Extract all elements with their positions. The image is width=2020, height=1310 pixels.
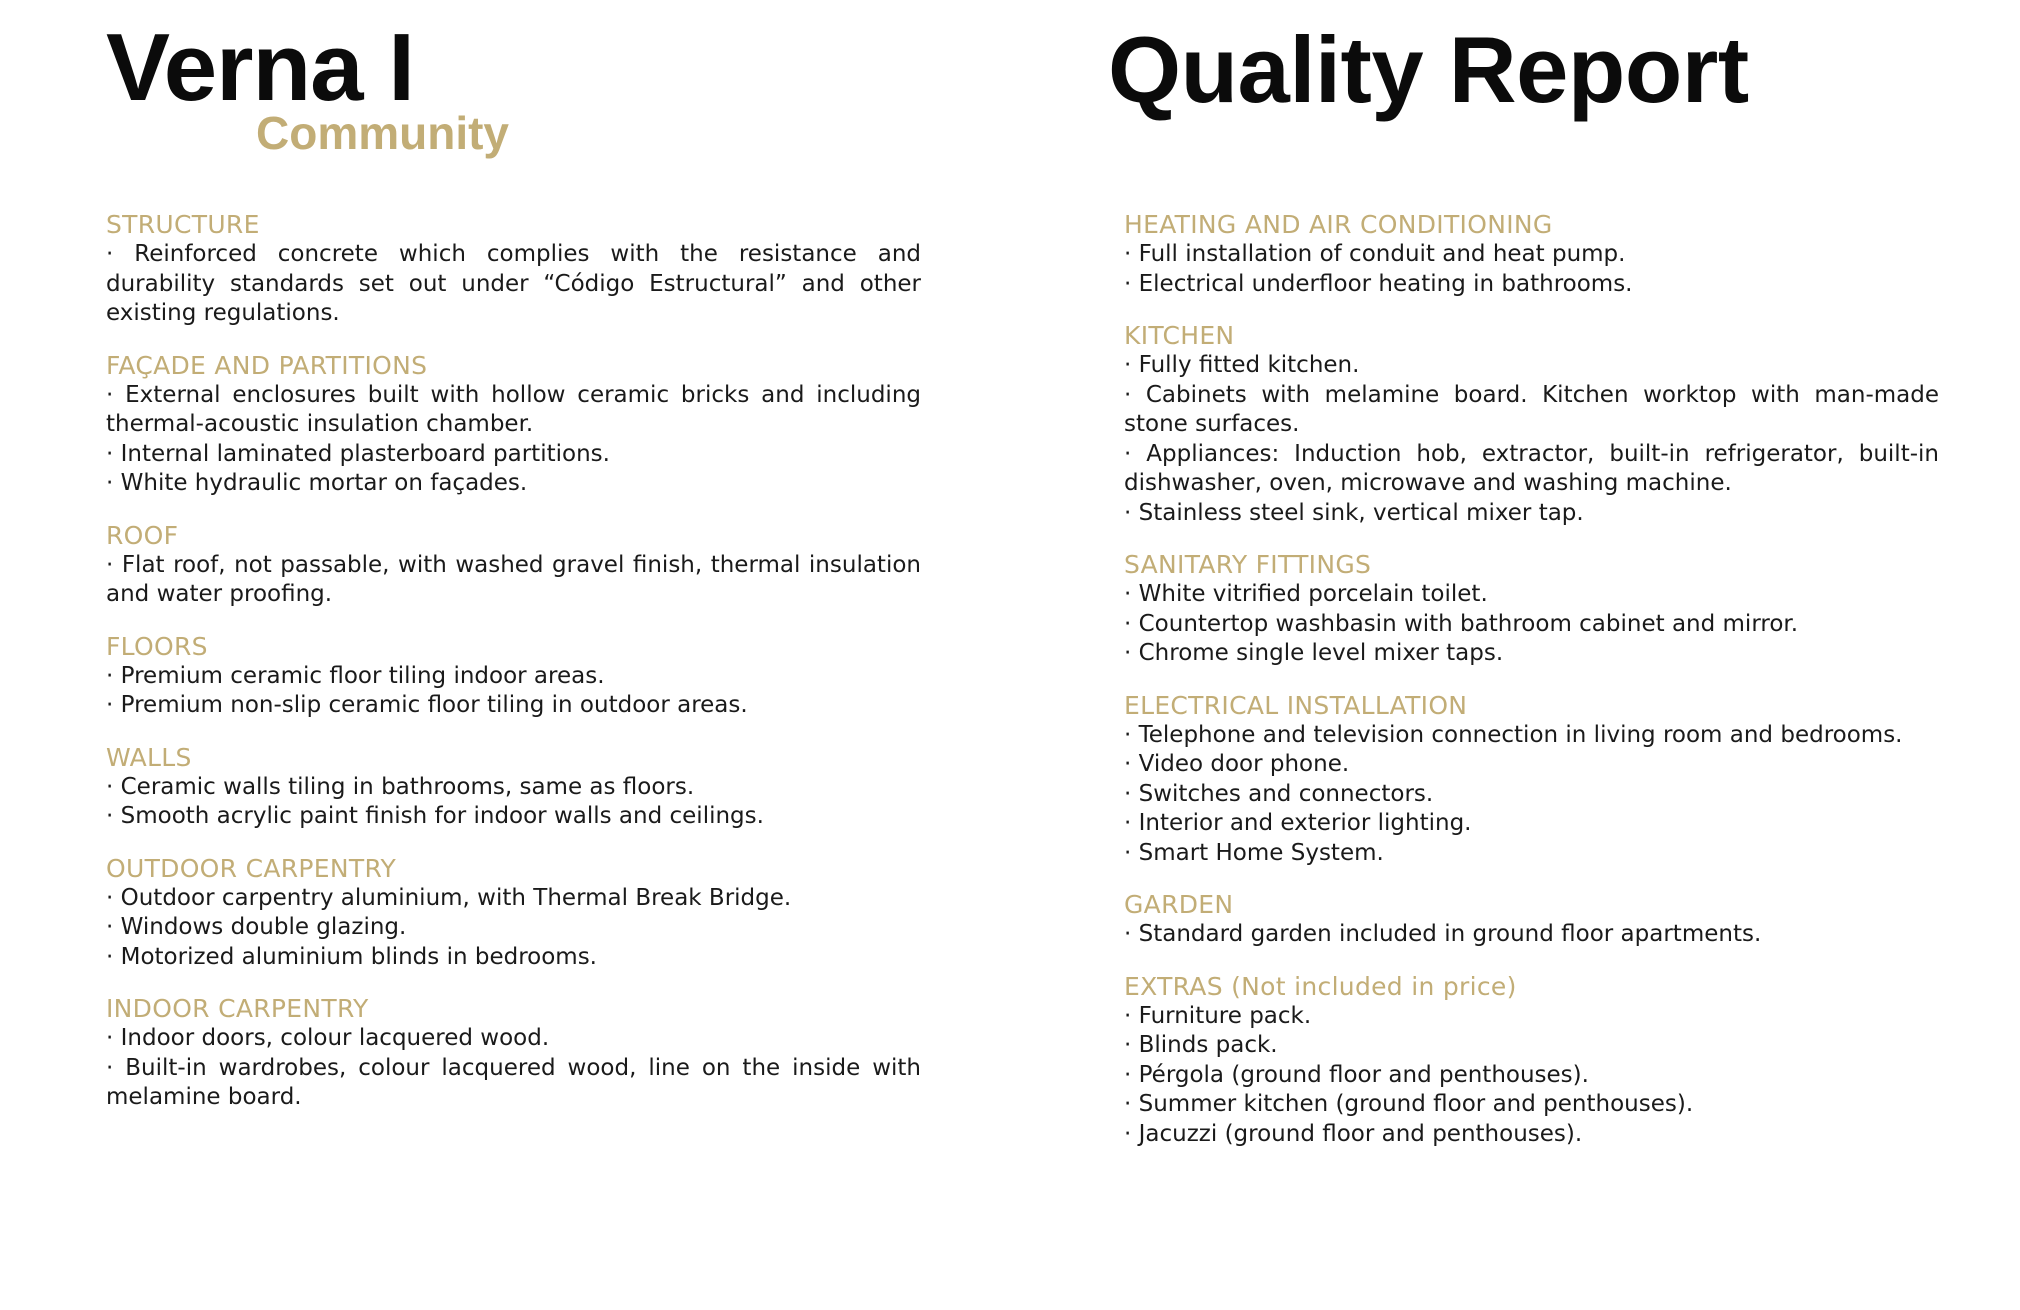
section-item: · Chrome single level mixer taps. bbox=[1124, 640, 1504, 666]
section-item: · Furniture pack. bbox=[1124, 1002, 1312, 1029]
section-item: · Flat roof, not passable, with washed gravel finish, thermal insulation and water proofing. bbox=[106, 551, 921, 607]
report-title: Quality Report bbox=[1108, 17, 1749, 122]
section-heading: STRUCTURE bbox=[106, 210, 260, 239]
section-heading: INDOOR CARPENTRY bbox=[106, 994, 369, 1023]
section-item: · Built-in wardrobes, colour lacquered wood, line on the inside with melamine board. bbox=[106, 1054, 921, 1110]
section-sanitary-fittings bbox=[1124, 550, 1939, 669]
section-item: · Premium ceramic floor tiling indoor areas. bbox=[106, 662, 605, 689]
section-item: · Reinforced concrete which complies with the resistance and durability standards set out under “Código Estructural” and other existing regulations. bbox=[106, 241, 921, 326]
section-heating-and-air-conditioning bbox=[1124, 210, 1939, 299]
section-item: · White vitrified porcelain toilet. bbox=[1124, 581, 1488, 607]
section-heading: WALLS bbox=[106, 742, 192, 772]
section-item: · Smooth acrylic paint finish for indoor walls and ceilings. bbox=[106, 803, 764, 829]
section-electrical-installation bbox=[1124, 691, 1939, 869]
brand-logo bbox=[106, 14, 509, 159]
brand-subtitle: Community bbox=[256, 107, 509, 159]
section-item: · Summer kitchen (ground floor and penthouses). bbox=[1124, 1091, 1694, 1117]
section-item: · Countertop washbasin with bathroom cabinet and mirror. bbox=[1124, 610, 1799, 637]
section-indoor-carpentry bbox=[106, 994, 921, 1113]
section-extras-not-included-in-price bbox=[1124, 972, 1939, 1150]
section-heading: EXTRAS (Not included in price) bbox=[1124, 971, 1517, 1001]
section-item: · Pérgola (ground floor and penthouses). bbox=[1124, 1061, 1589, 1088]
section-item: · Motorized aluminium blinds in bedrooms. bbox=[106, 943, 597, 970]
section-item: · Jacuzzi (ground floor and penthouses). bbox=[1124, 1120, 1583, 1147]
section-heading: ROOF bbox=[106, 520, 179, 550]
section-item: · Interior and exterior lighting. bbox=[1124, 810, 1472, 836]
section-item: · Full installation of conduit and heat pump. bbox=[1124, 241, 1626, 267]
section-item: · Smart Home System. bbox=[1124, 839, 1384, 866]
section-item: · Internal laminated plasterboard partitions. bbox=[106, 440, 610, 467]
section-item: · Outdoor carpentry aluminium, with Thermal Break Bridge. bbox=[106, 884, 792, 911]
section-item: · Indoor doors, colour lacquered wood. bbox=[106, 1025, 550, 1051]
section-item: · Appliances: Induction hob, extractor, built-in refrigerator, built-in dishwasher, oven, microwave and washing machine. bbox=[1124, 440, 1939, 496]
section-heading: GARDEN bbox=[1124, 890, 1234, 919]
section-item: · Standard garden included in ground floor apartments. bbox=[1124, 921, 1762, 947]
section-walls bbox=[106, 743, 921, 832]
right-column bbox=[1124, 210, 1939, 1171]
left-column bbox=[106, 210, 921, 1135]
section-item: · External enclosures built with hollow ceramic bricks and including thermal-acoustic insulation chamber. bbox=[106, 381, 921, 437]
section-structure bbox=[106, 210, 921, 329]
section-heading: OUTDOOR CARPENTRY bbox=[106, 853, 397, 883]
section-item: · Ceramic walls tiling in bathrooms, same as floors. bbox=[106, 773, 695, 800]
section-kitchen bbox=[1124, 321, 1939, 528]
section-item: · Switches and connectors. bbox=[1124, 780, 1434, 807]
section-item: · Fully fitted kitchen. bbox=[1124, 352, 1360, 378]
section-heading: FLOORS bbox=[106, 631, 208, 661]
section-facade-and-partitions bbox=[106, 351, 921, 499]
section-garden bbox=[1124, 890, 1939, 950]
section-item: · Stainless steel sink, vertical mixer tap. bbox=[1124, 499, 1584, 526]
section-item: · Cabinets with melamine board. Kitchen worktop with man-made stone surfaces. bbox=[1124, 381, 1939, 437]
section-item: · Windows double glazing. bbox=[106, 914, 407, 940]
section-item: · Electrical underfloor heating in bathrooms. bbox=[1124, 270, 1633, 297]
section-heading: FAÇADE AND PARTITIONS bbox=[106, 350, 428, 380]
section-heading: ELECTRICAL INSTALLATION bbox=[1124, 690, 1468, 720]
section-roof bbox=[106, 521, 921, 610]
section-floors bbox=[106, 632, 921, 721]
section-heading: KITCHEN bbox=[1124, 321, 1235, 350]
brand-name: Verna I bbox=[106, 14, 414, 121]
section-outdoor-carpentry bbox=[106, 854, 921, 973]
section-item: · Blinds pack. bbox=[1124, 1032, 1278, 1058]
section-item: · Telephone and television connection in living room and bedrooms. bbox=[1124, 721, 1903, 748]
section-item: · Video door phone. bbox=[1124, 751, 1350, 777]
section-heading: HEATING AND AIR CONDITIONING bbox=[1124, 210, 1553, 239]
section-heading: SANITARY FITTINGS bbox=[1124, 550, 1372, 579]
section-item: · White hydraulic mortar on façades. bbox=[106, 470, 528, 496]
section-item: · Premium non-slip ceramic floor tiling in outdoor areas. bbox=[106, 692, 748, 718]
